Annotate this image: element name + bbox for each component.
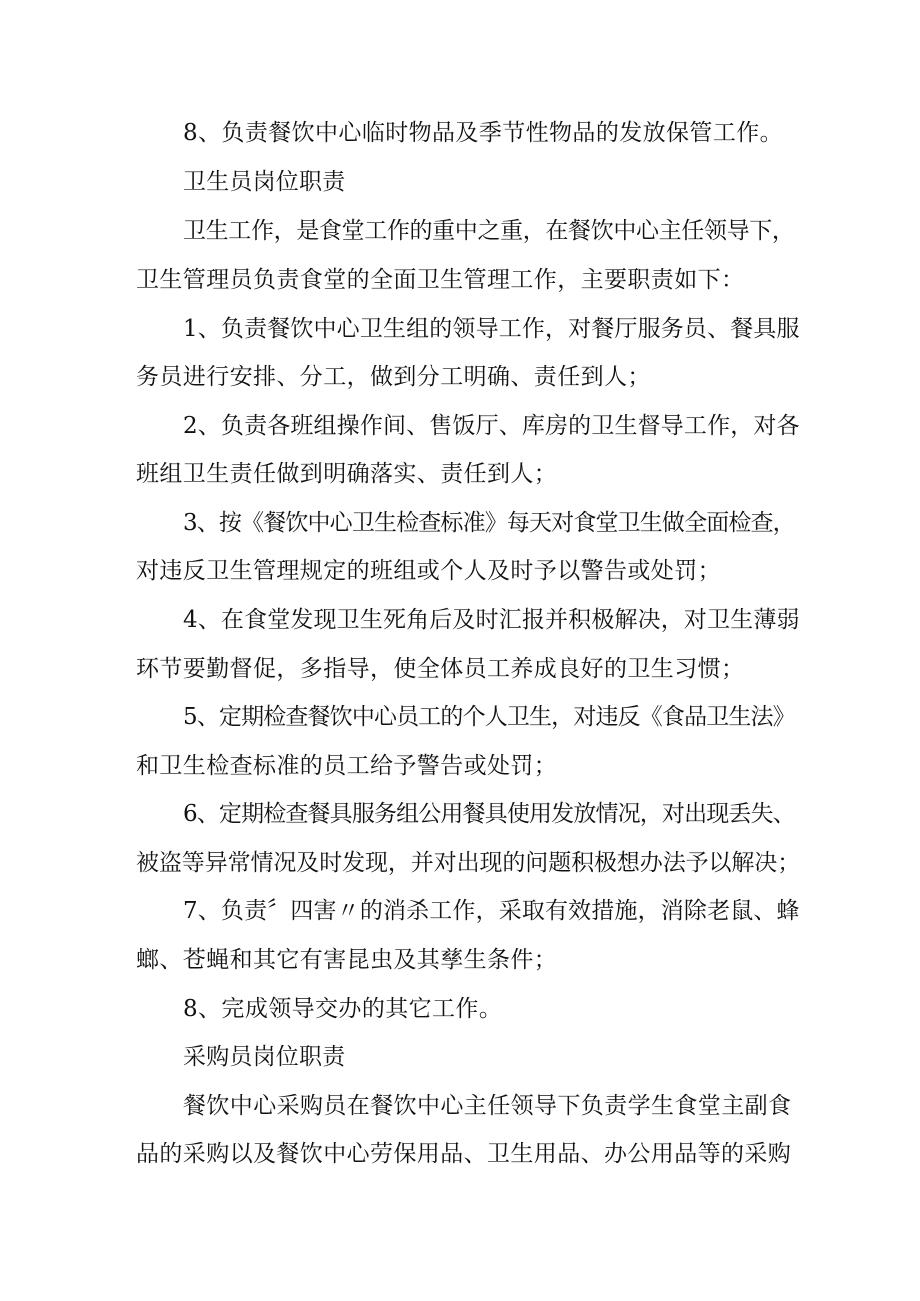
paragraph-line: 环节要勤督促，多指导，使全体员工养成良好的卫生习惯； [136,656,745,682]
paragraph-line: 8、负责餐饮中心临时物品及季节性物品的发放保管工作。 [183,120,784,146]
paragraph-line: 7、负责〞四害〃的消杀工作，采取有效措施，消除老鼠、蜂 [183,898,800,924]
paragraph-line: 卫生管理员负责食堂的全面卫生管理工作，主要职责如下： [136,267,745,293]
section-heading: 采购员岗位职责 [183,1044,346,1070]
paragraph-line: 5、定期检查餐饮中心员工的个人卫生，对违反《食品卫生法》 [183,704,795,730]
paragraph-line: 3、按《餐饮中心卫生检查标准》每天对食堂卫生做全面检查， [183,510,795,536]
paragraph-line: 螂、苍蝇和其它有害昆虫及其孳生条件； [136,947,558,973]
paragraph-line: 6、定期检查餐具服务组公用餐具使用发放情况，对出现丢失、 [183,801,795,827]
section-heading: 卫生员岗位职责 [183,169,346,195]
paragraph-line: 8、完成领导交办的其它工作。 [183,996,503,1022]
paragraph-line: 餐饮中心采购员在餐饮中心主任领导下负责学生食堂主副食 [183,1093,792,1119]
paragraph-line: 1、负责餐饮中心卫生组的领导工作，对餐厅服务员、餐具服 [183,316,800,342]
paragraph-line: 4、在食堂发现卫生死角后及时汇报并积极解决，对卫生薄弱 [183,607,800,633]
paragraph-line: 对违反卫生管理规定的班组或个人及时予以警告或处罚； [136,558,721,584]
paragraph-line: 品的采购以及餐饮中心劳保用品、卫生用品、办公用品等的采购 [136,1141,792,1167]
paragraph-line: 务员进行安排、分工，做到分工明确、责任到人； [136,364,651,390]
paragraph-line: 卫生工作，是食堂工作的重中之重，在餐饮中心主任领导下， [183,218,795,244]
paragraph-line: 被盗等异常情况及时发现，并对出现的问题积极想办法予以解决； [136,850,801,876]
paragraph-line: 2、负责各班组操作间、售饭厅、库房的卫生督导工作，对各 [183,413,800,439]
paragraph-line: 和卫生检查标准的员工给予警告或处罚； [136,753,558,779]
paragraph-line: 班组卫生责任做到明确落实、责任到人； [136,461,558,487]
